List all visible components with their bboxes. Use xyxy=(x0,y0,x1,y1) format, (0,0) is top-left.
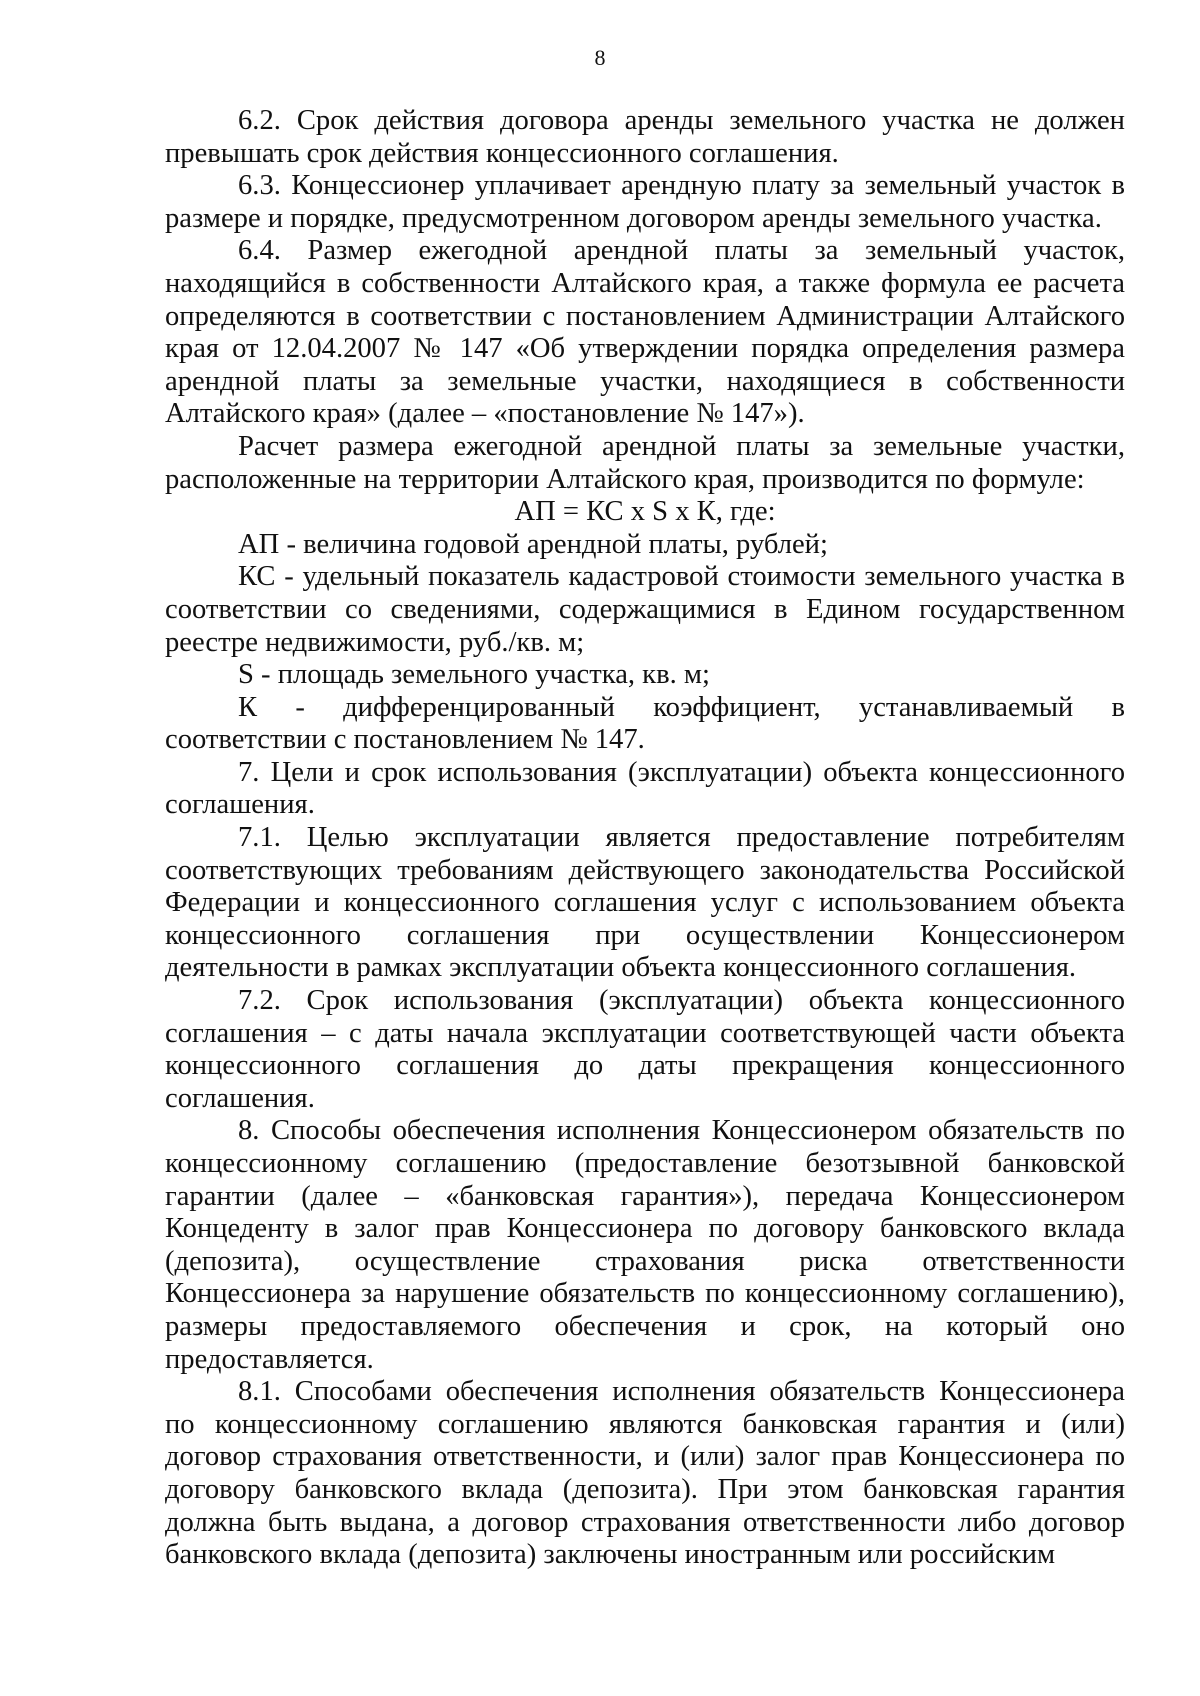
definition-k: К - дифференцированный коэффициент, устанавливаемый в соответствии с постановлением № 147. xyxy=(165,691,1125,756)
paragraph-6-4: 6.4. Размер ежегодной арендной платы за земельный участок, находящийся в собственности Алтайского края, а также формула ее расчета определяются в соответствии с постановлением Администрации Алтайского края от 12.04.2007 № 147 «Об утверждении порядка определения размера арендной платы за земельные участки, находящиеся в собственности Алтайского края» (далее – «постановление № 147»). xyxy=(165,235,1125,430)
paragraph-6-3: 6.3. Концессионер уплачивает арендную плату за земельный участок в размере и порядке, предусмотренном договором аренды земельного участка. xyxy=(165,170,1125,234)
page-number: 8 xyxy=(594,45,606,70)
paragraph-6-2: 6.2. Срок действия договора аренды земельного участка не должен превышать срок действия концессионного соглашения. xyxy=(165,105,1125,169)
formula: АП = КС х S х К, где: xyxy=(514,496,776,528)
paragraph-8-1: 8.1. Способами обеспечения исполнения обязательств Концессионера по концессионному соглашению являются банковская гарантия и (или) договор страхования ответственности, и (или) залог прав Концессионера по договору банковского вклада (депозита). При этом банковская гарантия должна быть выдана, а договор страхования ответственности либо договор банковского вклада (депозита) заключены иностранным или российским xyxy=(165,1376,1125,1571)
paragraph-7: 7. Цели и срок использования (эксплуатации) объекта концессионного соглашения. xyxy=(165,756,1125,821)
paragraph-7-1: 7.1. Целью эксплуатации является предоставление потребителям соответствующих требованиям действующего законодательства Российской Федерации и концессионного соглашения услуг с использованием объекта концессионного соглашения при осуществлении Концессионером деятельности в рамках эксплуатации объекта концессионного соглашения. xyxy=(165,822,1125,984)
paragraph-8: 8. Способы обеспечения исполнения Концессионером обязательств по концессионному соглашению (предоставление безотзывной банковской гарантии (далее – «банковская гарантия»), передача Концессионером Концеденту в залог прав Концессионера по договору банковского вклада (депозита), осуществление страхования риска ответственности Концессионера за нарушение обязательств по концессионному соглашению), размеры предоставляемого обеспечения и срок, на который оно предоставляется. xyxy=(165,1115,1125,1375)
paragraph-7-2: 7.2. Срок использования (эксплуатации) объекта концессионного соглашения – с даты начала эксплуатации соответствующей части объекта концессионного соглашения до даты прекращения концессионного соглашения. xyxy=(165,985,1125,1114)
paragraph-calculation: Расчет размера ежегодной арендной платы за земельные участки, расположенные на территории Алтайского края, производится по формуле: xyxy=(165,430,1125,495)
definition-ap: АП - величина годовой арендной платы, рублей; xyxy=(238,528,828,560)
document-body xyxy=(165,105,1125,1572)
definition-ks: КС - удельный показатель кадастровой стоимости земельного участка в соответствии со сведениями, содержащимися в Едином государственном реестре недвижимости, руб./кв. м; xyxy=(165,561,1125,658)
definition-s: S - площадь земельного участка, кв. м; xyxy=(238,659,710,691)
